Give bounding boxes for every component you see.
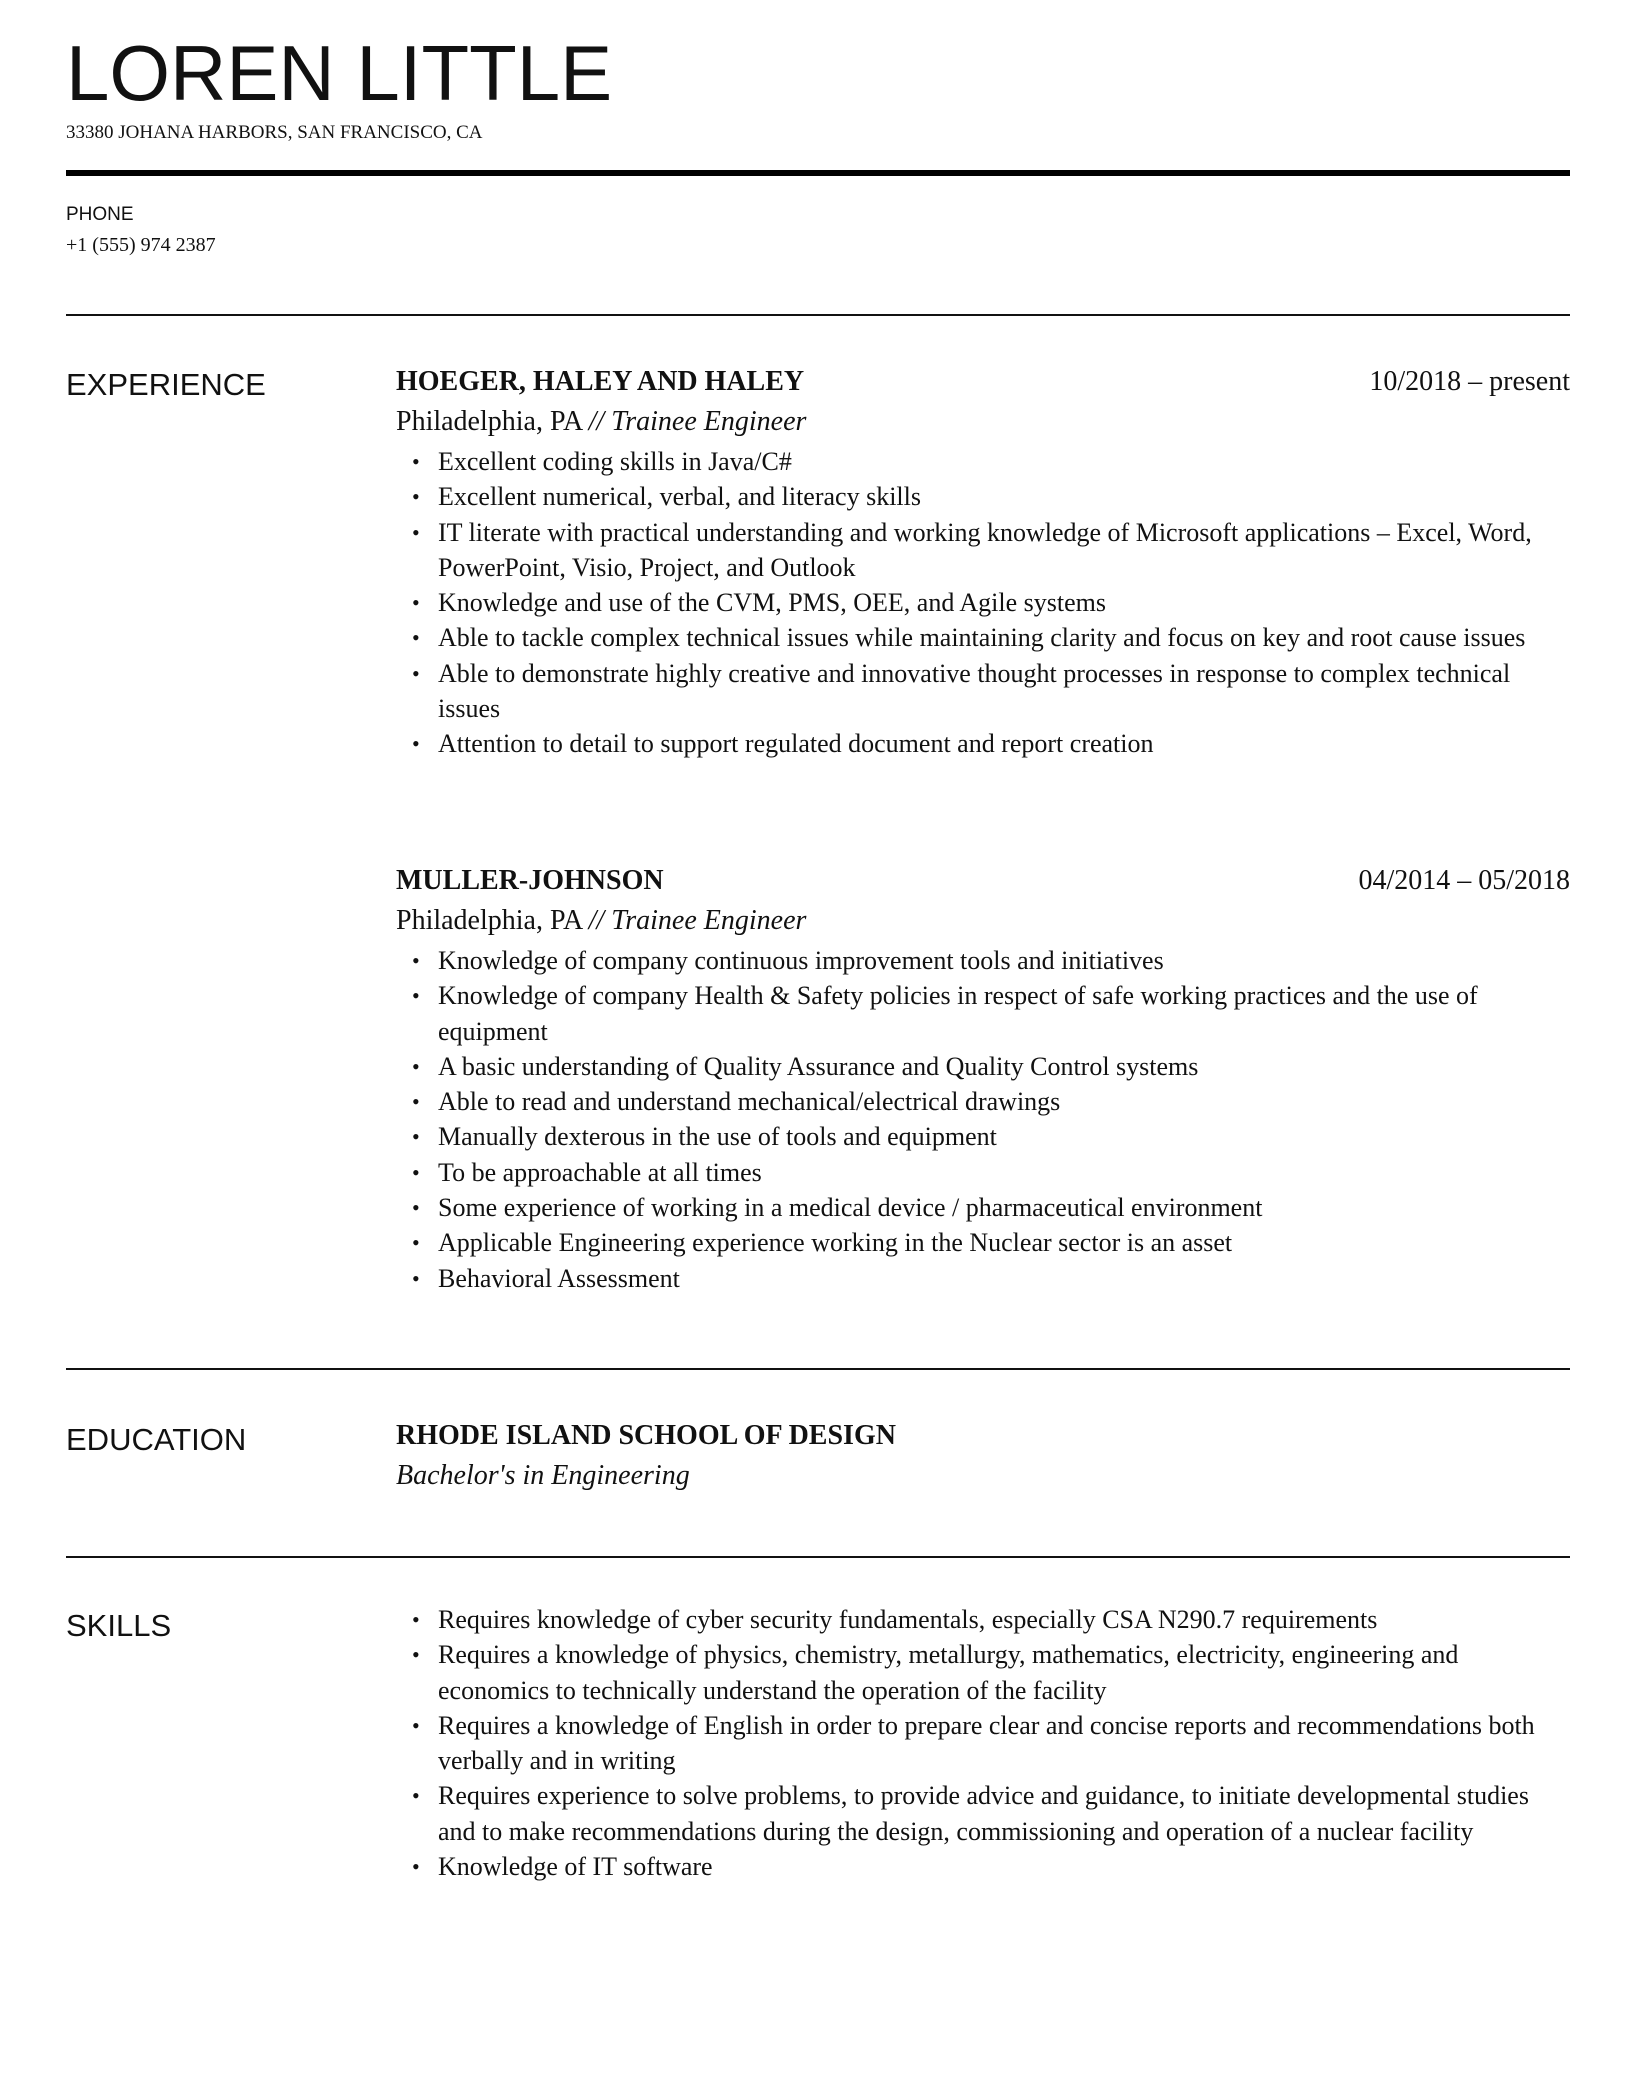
bullet-icon: • — [412, 625, 420, 651]
bullet-icon: • — [412, 449, 420, 474]
list-item — [396, 620, 1570, 655]
bullet-icon: • — [412, 1230, 420, 1256]
job-role: // Trainee Engineer — [588, 406, 807, 437]
employment-dates: 04/2014 – 05/2018 — [1358, 865, 1570, 896]
section-divider — [66, 314, 1570, 316]
list-item — [396, 978, 1570, 1049]
list-item — [396, 1190, 1570, 1225]
responsibility-list — [396, 943, 1570, 1296]
list-item — [396, 1708, 1570, 1779]
job-meta — [396, 901, 1570, 941]
section-divider — [66, 1556, 1570, 1558]
bullet-icon: • — [412, 731, 420, 757]
bullet-icon: • — [412, 1783, 420, 1809]
company-name: MULLER-JOHNSON — [396, 865, 664, 896]
list-item-text: Requires a knowledge of physics, chemistry, metallurgy, mathematics, electricity, engineering and economics to technically understand the operation of the facility — [438, 1640, 1459, 1705]
bullet-icon: • — [412, 1195, 420, 1221]
bullet-icon: • — [412, 1607, 420, 1632]
list-item-text: Some experience of working in a medical device / pharmaceutical environment — [438, 1193, 1263, 1223]
list-item-text: Behavioral Assessment — [438, 1263, 680, 1293]
list-item-text: Knowledge of company Health & Safety policies in respect of safe working practices and the use of equipment — [438, 981, 1478, 1046]
list-item-text: Manually dexterous in the use of tools and equipment — [438, 1122, 997, 1152]
experience-entry-header — [396, 861, 1570, 901]
list-item — [396, 1849, 1570, 1884]
bullet-icon: • — [412, 1089, 420, 1115]
phone-label: PHONE — [66, 204, 134, 225]
list-item-text: Requires a knowledge of English in order to prepare clear and concise reports and recommendations both verbally and in writing — [438, 1710, 1535, 1776]
list-item — [396, 1778, 1570, 1849]
list-item — [396, 1602, 1570, 1637]
experience-entry-header — [396, 362, 1570, 402]
bullet-icon: • — [412, 1712, 420, 1738]
school-name: RHODE ISLAND SCHOOL OF DESIGN — [396, 1420, 896, 1451]
candidate-address: 33380 JOHANA HARBORS, SAN FRANCISCO, CA — [66, 122, 483, 143]
list-item — [396, 515, 1570, 586]
section-divider — [66, 1368, 1570, 1370]
list-item-text: Knowledge of IT software — [438, 1852, 713, 1882]
list-item-text: Excellent coding skills in Java/C# — [438, 447, 792, 476]
list-item-text: Able to demonstrate highly creative and innovative thought processes in response to complex technical issues — [438, 658, 1511, 724]
experience-content — [396, 362, 1570, 762]
bullet-icon: • — [412, 590, 420, 616]
job-location: Philadelphia, PA — [396, 406, 582, 437]
list-item — [396, 1637, 1570, 1708]
skills-content — [396, 1602, 1570, 1884]
list-item — [396, 1225, 1570, 1260]
list-item — [396, 656, 1570, 727]
bullet-icon: • — [412, 948, 420, 973]
list-item-text: Requires knowledge of cyber security fundamentals, especially CSA N290.7 requirements — [438, 1605, 1378, 1634]
job-meta — [396, 402, 1570, 442]
list-item — [396, 444, 1570, 479]
bullet-icon: • — [412, 983, 420, 1009]
list-item-text: Requires experience to solve problems, to provide advice and guidance, to initiate developmental studies and to make recommendations during the design, commissioning and operation of a nuclear facility — [438, 1781, 1529, 1846]
bullet-icon: • — [412, 1053, 420, 1079]
list-item-text: Able to read and understand mechanical/electrical drawings — [438, 1087, 1061, 1117]
list-item — [396, 585, 1570, 620]
list-item — [396, 943, 1570, 978]
list-item — [396, 1119, 1570, 1154]
employment-dates: 10/2018 – present — [1369, 366, 1570, 397]
company-name: HOEGER, HALEY AND HALEY — [396, 366, 805, 397]
list-item — [396, 1155, 1570, 1190]
bullet-icon: • — [412, 1265, 420, 1291]
job-role: // Trainee Engineer — [588, 905, 807, 936]
list-item — [396, 726, 1570, 761]
list-item — [396, 479, 1570, 514]
bullet-icon: • — [412, 1854, 420, 1880]
degree-name: Bachelor's in Engineering — [396, 1460, 690, 1491]
experience-content-2 — [396, 861, 1570, 1296]
job-location: Philadelphia, PA — [396, 905, 582, 936]
bullet-icon: • — [412, 1124, 420, 1150]
skills-list — [396, 1602, 1570, 1884]
bullet-icon: • — [412, 660, 420, 686]
phone-number: +1 (555) 974 2387 — [66, 234, 216, 256]
list-item-text: Attention to detail to support regulated document and report creation — [438, 729, 1154, 759]
list-item-text: Knowledge and use of the CVM, PMS, OEE, and Agile systems — [438, 588, 1107, 618]
list-item-text: Knowledge of company continuous improvement tools and initiatives — [438, 946, 1164, 975]
list-item — [396, 1084, 1570, 1119]
skills-section-title: SKILLS — [66, 1608, 172, 1643]
bullet-icon: • — [412, 484, 420, 510]
candidate-name: LOREN LITTLE — [66, 29, 613, 117]
bullet-icon: • — [412, 519, 420, 545]
header-divider — [66, 170, 1570, 176]
experience-entry — [396, 362, 1570, 762]
responsibility-list — [396, 444, 1570, 762]
list-item-text: A basic understanding of Quality Assurance and Quality Control systems — [438, 1051, 1199, 1081]
list-item-text: Applicable Engineering experience working in the Nuclear sector is an asset — [438, 1228, 1233, 1258]
education-content — [396, 1416, 1570, 1496]
list-item-text: IT literate with practical understanding and working knowledge of Microsoft applications – Excel, Word, PowerPoint, Visio, Project, and Outlook — [438, 517, 1532, 582]
list-item-text: Excellent numerical, verbal, and literacy skills — [438, 482, 921, 512]
experience-section-title: EXPERIENCE — [66, 367, 266, 402]
list-item — [396, 1261, 1570, 1296]
list-item-text: Able to tackle complex technical issues while maintaining clarity and focus on key and root cause issues — [438, 623, 1526, 653]
bullet-icon: • — [412, 1159, 420, 1185]
experience-entry — [396, 861, 1570, 1296]
bullet-icon: • — [412, 1642, 420, 1668]
list-item — [396, 1049, 1570, 1084]
list-item-text: To be approachable at all times — [438, 1157, 762, 1187]
education-section-title: EDUCATION — [66, 1422, 247, 1457]
